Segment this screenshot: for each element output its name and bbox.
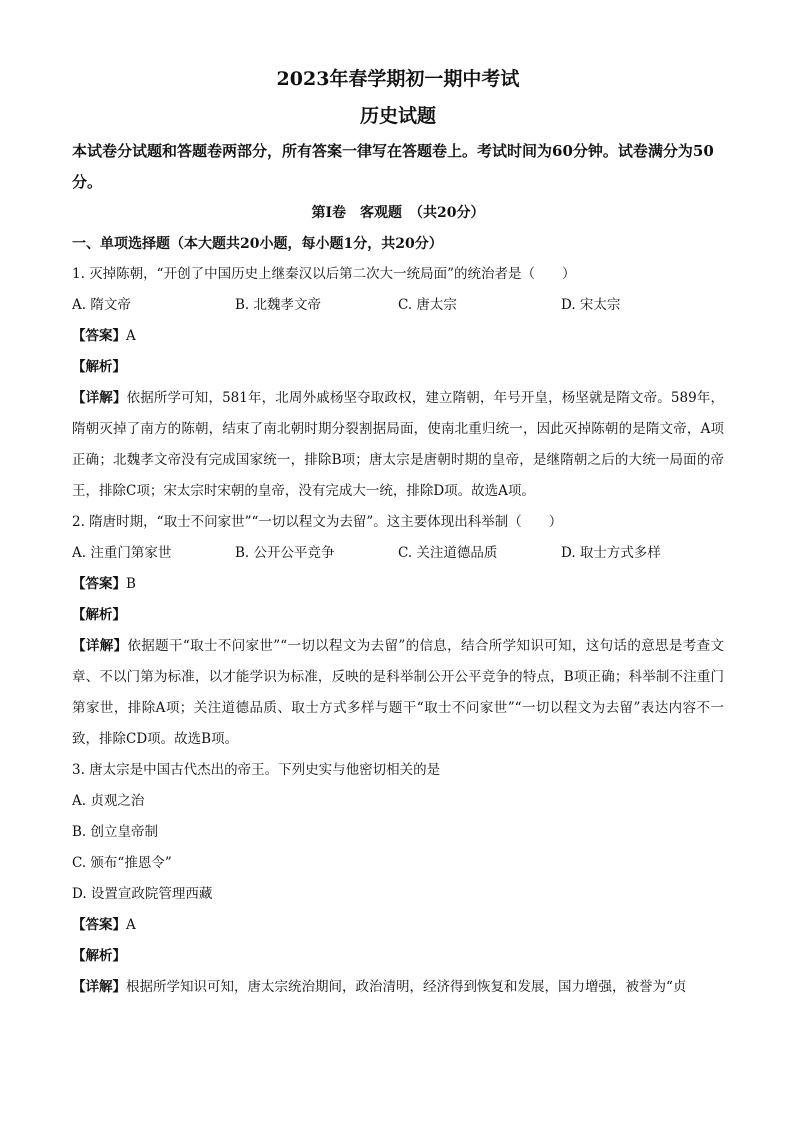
detail-paragraph xyxy=(72,383,724,507)
option-a: A. 贞观之治 xyxy=(72,793,145,809)
answer-label: 【答案】 xyxy=(72,576,126,592)
option-d: D. 宋太宗 xyxy=(561,297,621,313)
option-a: A. 隋文帝 xyxy=(72,297,131,313)
analysis-line xyxy=(72,600,724,631)
answer-label: 【答案】 xyxy=(72,917,126,933)
option-b: B. 北魏孝文帝 xyxy=(235,297,322,313)
detail-paragraph xyxy=(72,631,724,755)
question-stem: 1. 灭掉陈朝，“开创了中国历史上继秦汉以后第二次大一统局面”的统治者是（ ） xyxy=(72,266,576,282)
exam-page xyxy=(72,62,724,1003)
part-title: 一、单项选择题（本大题共20小题，每小题1分，共20分） xyxy=(72,236,443,252)
answer-line xyxy=(72,569,724,600)
detail-label: 【详解】 xyxy=(72,390,127,406)
answer-label: 【答案】 xyxy=(72,328,126,344)
question-1 xyxy=(72,259,724,507)
answer-value: A xyxy=(126,917,136,933)
question-stem: 2. 隋唐时期，“取士不问家世”“一切以程文为去留”。这主要体现出科举制（ ） xyxy=(72,514,563,530)
detail-label: 【详解】 xyxy=(72,638,128,654)
analysis-label: 【解析】 xyxy=(72,359,126,375)
question-3 xyxy=(72,755,724,1003)
option-d: D. 设置宣政院管理西藏 xyxy=(72,886,213,902)
option-row xyxy=(72,290,724,321)
exam-title: 2023年春学期初一期中考试 xyxy=(276,68,520,90)
answer-value: A xyxy=(126,328,136,344)
answer-line xyxy=(72,910,724,941)
detail-paragraph xyxy=(72,972,724,1003)
option-c: C. 唐太宗 xyxy=(398,297,457,313)
detail-text: 根据所学知识可知，唐太宗统治期间，政治清明，经济得到恢复和发展，国力增强，被誉为“贞 xyxy=(126,979,687,995)
analysis-label: 【解析】 xyxy=(72,607,126,623)
analysis-label: 【解析】 xyxy=(72,948,126,964)
detail-label: 【详解】 xyxy=(72,979,126,995)
exam-intro: 本试卷分试题和答题卷两部分，所有答案一律写在答题卷上。考试时间为60分钟。试卷满分为50分。 xyxy=(72,142,714,191)
exam-subtitle: 历史试题 xyxy=(359,105,436,127)
option-a: A. 注重门第家世 xyxy=(72,545,172,561)
option-b: B. 公开公平竞争 xyxy=(235,545,335,561)
option-b: B. 创立皇帝制 xyxy=(72,824,159,840)
option-d: D. 取士方式多样 xyxy=(561,545,661,561)
answer-line xyxy=(72,321,724,352)
analysis-line xyxy=(72,352,724,383)
option-c: C. 关注道德品质 xyxy=(398,545,498,561)
answer-value: B xyxy=(126,576,136,592)
analysis-line xyxy=(72,941,724,972)
option-row xyxy=(72,538,724,569)
section-title: 第Ⅰ卷 客观题 （共20分） xyxy=(311,205,485,221)
detail-text: 依据题干“取士不问家世”“一切以程文为去留”的信息，结合所学知识可知，这句话的意思是考查文章、不以门第为标准，以才能学识为标准，反映的是科举制公开公平竞争的特点，B项正确；科举制不注重门第家世，排除A项；关注道德品质、取士方式多样与题干“取士不问家世”“一切以程文为去留”表达内容不一致，排除CD项。故选B项。 xyxy=(72,638,724,747)
option-c: C. 颁布“推恩令” xyxy=(72,855,172,871)
question-stem: 3. 唐太宗是中国古代杰出的帝王。下列史实与他密切相关的是 xyxy=(72,762,441,778)
question-2 xyxy=(72,507,724,755)
detail-text: 依据所学可知，581年，北周外戚杨坚夺取政权，建立隋朝，年号开皇，杨坚就是隋文帝。589年，隋朝灭掉了南方的陈朝，结束了南北朝时期分裂割据局面，使南北重归统一，因此灭掉陈朝的是隋文帝，A项正确；北魏孝文帝没有完成国家统一，排除B项；唐太宗是唐朝时期的皇帝，是继隋朝之后的大统一局面的帝王，排除C项；宋太宗时宋朝的皇帝，没有完成大一统，排除D项。故选A项。 xyxy=(72,390,724,499)
